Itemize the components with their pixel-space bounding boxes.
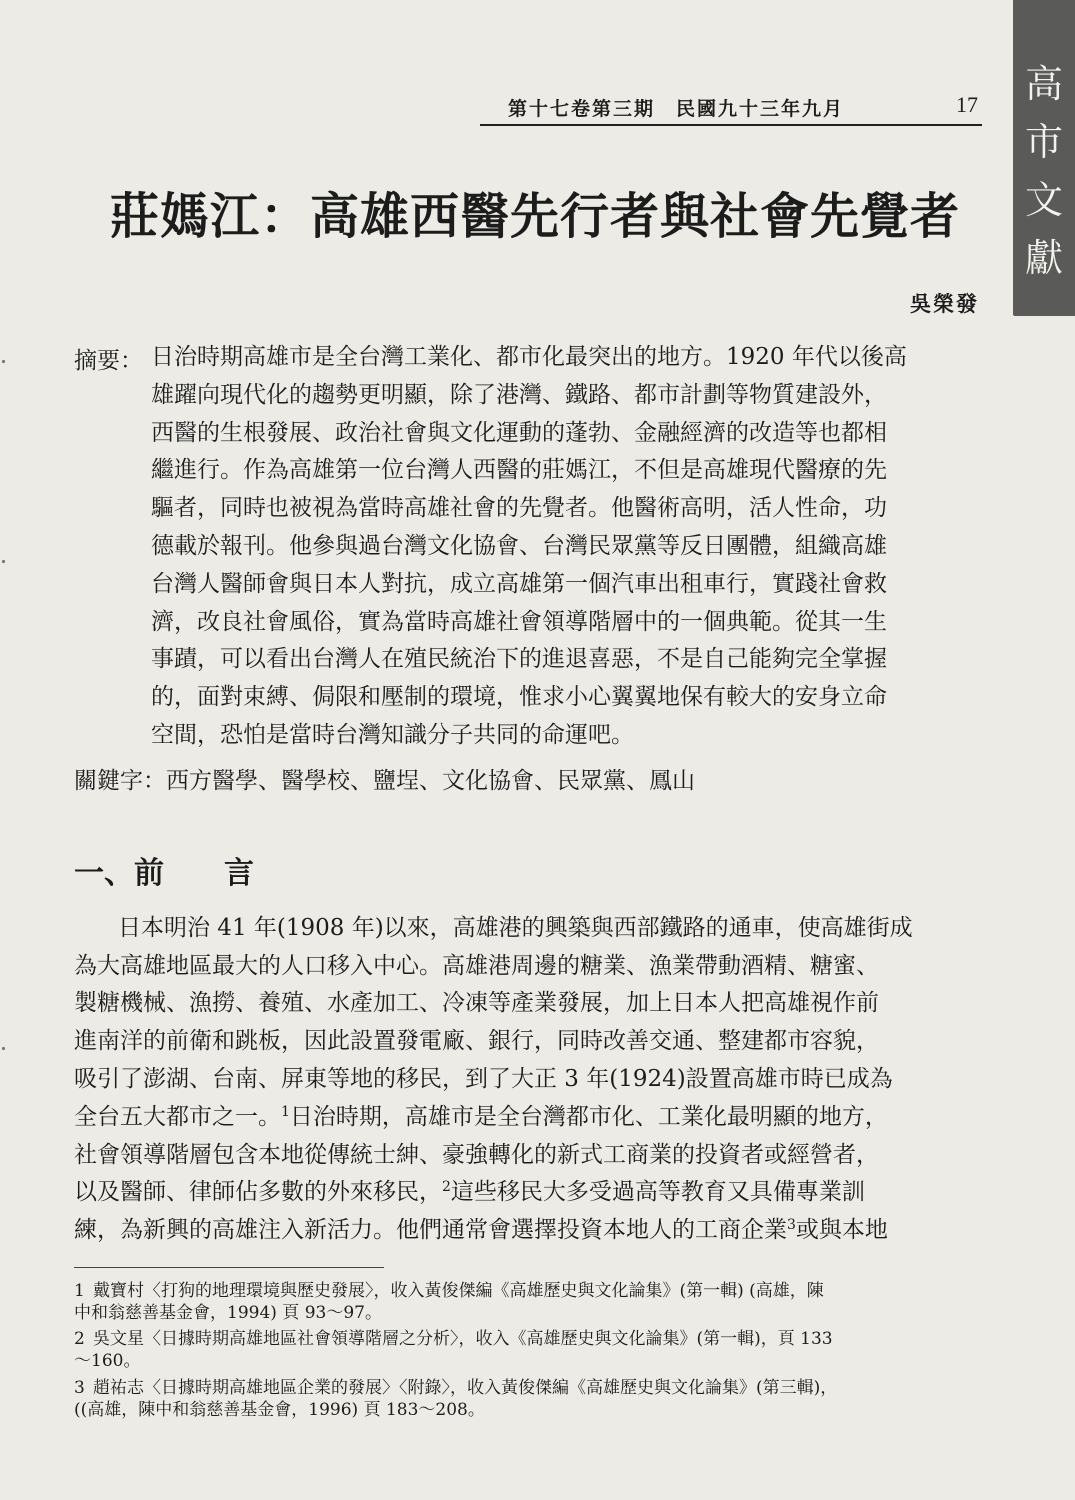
- body-line: [74, 1099, 979, 1135]
- scan-speck: [2, 560, 5, 563]
- side-tab-char: 文: [1024, 178, 1063, 222]
- section-number: 一、: [74, 856, 134, 891]
- abstract-line: 德載於報刊。他參與過台灣文化協會、台灣民眾黨等反日團體，組織高雄: [151, 533, 887, 559]
- article-title: 莊媽江：高雄西醫先行者與社會先覺者: [109, 188, 960, 245]
- journal-issue: 第十七卷第三期 民國九十三年九月: [508, 98, 845, 120]
- body-line: 日本明治 41 年(1908 年)以來，高雄港的興築與西部鐵路的通車，使高雄街成: [118, 915, 913, 941]
- abstract-line: 事蹟，可以看出台灣人在殖民統治下的進退喜惡，不是自己能夠完全掌握: [151, 646, 887, 672]
- footnote-number: 3: [74, 1378, 85, 1398]
- side-tab-char: 市: [1024, 120, 1063, 164]
- footnote-number: 2: [74, 1329, 85, 1349]
- side-tab-char: 高: [1024, 62, 1063, 106]
- footnote-text: 中和翁慈善基金會，1994) 頁 93～97。: [74, 1303, 382, 1323]
- abstract-line: 驅者，同時也被視為當時高雄社會的先覺者。他醫術高明，活人性命，功: [151, 495, 887, 521]
- abstract-line: 繼進行。作為高雄第一位台灣人西醫的莊媽江，不但是高雄現代醫療的先: [151, 457, 887, 483]
- section-heading: [74, 848, 254, 892]
- footnote-text: 趙祐志〈日據時期高雄地區企業的發展〉〈附錄〉，收入黃俊傑編《高雄歷史與文化論集》(第三輯)，: [93, 1378, 838, 1398]
- footnote-text: ((高雄，陳中和翁慈善基金會，1996) 頁 183～208。: [74, 1400, 485, 1420]
- body-line: 製糖機械、漁撈、養殖、水產加工、冷凍等產業發展，加上日本人把高雄視作前: [74, 990, 879, 1016]
- footnote-text: 吳文星〈日據時期高雄地區社會領導階層之分析〉，收入《高雄歷史與文化論集》(第一輯)，頁 133: [93, 1329, 833, 1349]
- body-line: [74, 1174, 979, 1210]
- abstract-line: 日治時期高雄市是全台灣工業化、都市化最突出的地方。1920 年代以後高: [151, 344, 907, 370]
- side-tab-char: 獻: [1024, 236, 1063, 280]
- body-text: 練，為新興的高雄注入新活力。他們通常會選擇投資本地人的工商企業: [74, 1217, 787, 1243]
- footnote-text: ～160。: [74, 1351, 141, 1371]
- footnote-number: 1: [74, 1281, 85, 1301]
- scan-speck: [2, 360, 5, 363]
- body-line: 吸引了澎湖、台南、屏東等地的移民，到了大正 3 年(1924)設置高雄市時已成為: [74, 1066, 893, 1092]
- side-tab: [1013, 0, 1075, 316]
- abstract-line: 的，面對束縛、侷限和壓制的環境，惟求小心翼翼地保有較大的安身立命: [151, 684, 887, 710]
- keywords: [74, 762, 695, 795]
- abstract-line: 雄躍向現代化的趨勢更明顯，除了港灣、鐵路、都市計劃等物質建設外，: [151, 382, 887, 408]
- scan-speck: [2, 1047, 5, 1050]
- footnote-ref[interactable]: 2: [442, 1179, 451, 1195]
- body-text: 或與本地: [795, 1217, 888, 1243]
- body-text: 以及醫師、律師佔多數的外來移民，: [74, 1179, 442, 1205]
- body-line: 進南洋的前衛和跳板，因此設置發電廠、銀行，同時改善交通、整建都市容貌，: [74, 1028, 879, 1054]
- abstract-line: 台灣人醫師會與日本人對抗，成立高雄第一個汽車出租車行，實踐社會救: [151, 571, 887, 597]
- footnote-ref[interactable]: 3: [787, 1217, 796, 1233]
- section-title: 前 言: [134, 856, 254, 891]
- abstract-line: 空間，恐怕是當時台灣知識分子共同的命運吧。: [151, 722, 634, 748]
- abstract-line: 濟，改良社會風俗，實為當時高雄社會領導階層中的一個典範。從其一生: [151, 609, 887, 635]
- footnote-text: 戴寶村〈打狗的地理環境與歷史發展〉，收入黃俊傑編《高雄歷史與文化論集》(第一輯) (高雄，陳: [93, 1281, 824, 1301]
- abstract-line: 西醫的生根發展、政治社會與文化運動的蓬勃、金融經濟的改造等也都相: [151, 420, 887, 446]
- body-text: 這些移民大多受過高等教育又具備專業訓: [450, 1179, 865, 1205]
- footnote-ref[interactable]: 1: [281, 1104, 290, 1120]
- footnote-divider: [74, 1267, 384, 1268]
- body-line: 為大高雄地區最大的人口移入中心。高雄港周邊的糖業、漁業帶動酒精、糖蜜、: [74, 953, 879, 979]
- body-text: 日治時期，高雄市是全台灣都市化、工業化最明顯的地方，: [289, 1104, 888, 1130]
- page-number: 17: [956, 92, 978, 117]
- body-text: 全台五大都市之一。: [74, 1104, 281, 1130]
- abstract-label: 摘要：: [74, 348, 143, 374]
- body-line: 社會領導階層包含本地從傳統士紳、豪強轉化的新式工商業的投資者或經營者，: [74, 1142, 879, 1168]
- body-line: [74, 1212, 979, 1248]
- keywords-text: 西方醫學、醫學校、鹽埕、文化協會、民眾黨、鳳山: [166, 768, 695, 794]
- keywords-label: 關鍵字：: [74, 768, 166, 794]
- running-header: [480, 92, 982, 126]
- author-name: 吳榮發: [910, 292, 979, 316]
